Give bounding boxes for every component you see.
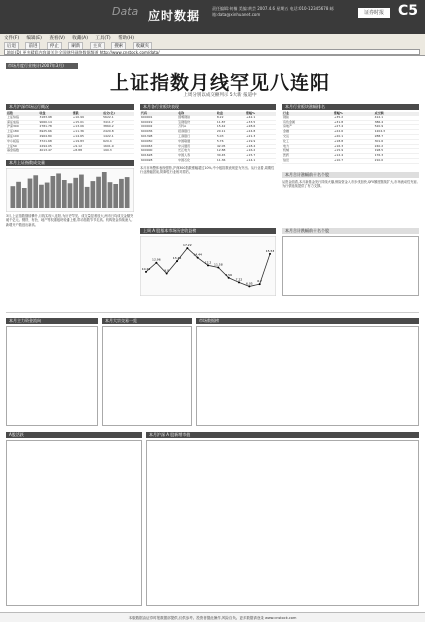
table-cell: +22.6	[333, 130, 374, 135]
table-cell: 42.05	[216, 144, 245, 149]
browser-chrome	[0, 34, 425, 56]
panel-line-chart-title: 上周 A 股基本市场历史收益榜	[140, 228, 276, 234]
table-cell: 医药	[282, 154, 333, 159]
table-row	[282, 158, 419, 163]
menu-bar	[4, 35, 140, 41]
menu-edit[interactable]: 编辑(E)	[26, 36, 42, 41]
big-table-box	[196, 326, 419, 426]
table-cell: 2294.05	[38, 144, 71, 149]
data-label: 17.22	[183, 243, 192, 248]
table-cell: 9060.14	[38, 120, 71, 125]
volume-bar	[62, 180, 67, 208]
table-cell: +16.2	[245, 149, 276, 154]
table-cell: 600019	[140, 120, 177, 125]
table-cell: +33.5	[245, 120, 276, 125]
table-cell: +15.7	[245, 154, 276, 159]
table-cell: 交运	[282, 134, 333, 139]
table-cell: 600036	[140, 130, 177, 135]
table-cell: 3411.7	[102, 120, 134, 125]
data-label: 6.7	[257, 279, 263, 284]
masthead-logo: 应时数据	[148, 9, 201, 23]
table-cell: +19.83	[72, 139, 102, 144]
table-cell: 412.1	[374, 116, 419, 120]
table-cell: 5.03	[216, 134, 245, 139]
table-cell: 600001	[140, 116, 177, 120]
table-cell: +24.8	[245, 130, 276, 135]
panel-top-down-title: 本月合计跌幅前十名个股	[282, 228, 419, 234]
table-cell: +16.3	[333, 144, 374, 149]
table-cell: 3183.98	[38, 116, 71, 120]
col-header: 成交(亿)	[102, 112, 134, 116]
page-number: C5	[398, 3, 419, 19]
table-cell: 620.4	[102, 139, 134, 144]
table-cell: +18.4	[245, 144, 276, 149]
data-label: 10.29	[141, 266, 151, 271]
table-cell: 基金指数	[6, 149, 38, 154]
menu-view[interactable]: 查看(V)	[49, 36, 65, 41]
table-cell: 20.11	[216, 130, 245, 135]
table-cell: 5.76	[216, 139, 245, 144]
table-cell: 深证成指	[6, 120, 38, 125]
browser-toolbar	[4, 42, 157, 49]
table-cell: 中国人寿	[177, 154, 216, 159]
table-cell: +31.8	[333, 120, 374, 125]
daily-volume-chart	[6, 168, 134, 212]
table-cell: 240.2	[374, 144, 419, 149]
table-cell: 288.7	[374, 134, 419, 139]
table-cell: 1204.3	[374, 130, 419, 135]
table-cell: 30.45	[216, 154, 245, 159]
col-header: 行业	[282, 112, 333, 116]
table-cell: 600028	[140, 158, 177, 163]
top-down-box	[282, 236, 419, 296]
data-label: 12.96	[152, 257, 161, 262]
table-cell: 210.0	[374, 158, 419, 163]
table-cell: 长江电力	[177, 149, 216, 154]
panel-mid-title: 本月大宗交易一览	[102, 318, 192, 324]
volume-bar	[125, 177, 130, 208]
panel-sh-vol-title: 本月上证指数成交量	[6, 160, 134, 166]
table-cell: +12.4	[333, 154, 374, 159]
table-cell: +10.7	[333, 158, 374, 163]
section-tag: 市场月度行业统计(2007年3月)	[6, 63, 78, 69]
col-header: 代码	[140, 112, 177, 116]
table-cell: +19.9	[245, 139, 276, 144]
index-line-chart	[140, 236, 276, 296]
table-cell: 600900	[140, 149, 177, 154]
article-text-1: 3月,上证指数继续攀升,月线实现八连阳,为历史罕见。成交量显著放大,两市日均成交金额突破千亿元。钢铁、有色、地产等权重板块轮番上涨,带动指数节节走高。机构资金持续流入,新增开户数创出新高。	[6, 214, 134, 227]
panel-bottom-left-title: A股活跃	[6, 432, 142, 438]
table-cell: +42.1	[245, 116, 276, 120]
stop-button[interactable]: 停止	[47, 42, 62, 50]
panel-fund-flow-title: 本月主力资金流向	[6, 318, 98, 324]
table-cell: 4013.47	[38, 149, 71, 154]
paper-name: 证券时报	[358, 8, 390, 18]
headline: 上证指数月线罕见八连阳	[110, 72, 331, 94]
menu-help[interactable]: 帮助(H)	[118, 36, 135, 41]
table-cell: 601628	[140, 154, 177, 159]
article-text-3: 从资金面看,本月新基金发行持续火爆,保险资金入市步伐加快,QFII额度继续扩大,市场流动性充裕,为行情延续提供了有力支撑。	[282, 180, 418, 189]
col-header: 成交额	[374, 112, 419, 116]
article-text-2: 本月市场整体表现强势,沪深300指数涨幅超过10%,中小板指数表现更为突出。从行业看,周期性行业涨幅居前,防御性行业相对滞后。	[140, 166, 275, 175]
table-cell: 2781.78	[38, 125, 71, 130]
mid-box	[102, 326, 192, 426]
data-label: 9.8	[164, 268, 170, 273]
table-cell: 1422.1	[102, 134, 134, 139]
table-cell: +8.88	[72, 149, 102, 154]
panel-sector-stats-title: 本月各行业板块表现	[140, 104, 276, 110]
menu-file[interactable]: 文件(F)	[4, 36, 20, 41]
data-point	[217, 266, 219, 268]
data-point	[176, 260, 178, 262]
volume-bar	[119, 179, 124, 208]
data-label: 14.44	[193, 252, 202, 257]
col-header: 涨幅%	[245, 112, 276, 116]
table-cell: 钢铁	[282, 116, 333, 120]
data-point	[166, 273, 168, 275]
table-cell: 中兴通讯	[177, 144, 216, 149]
table-cell: 600050	[140, 139, 177, 144]
col-header: 指数	[6, 112, 38, 116]
table-cell: 沪深300	[6, 125, 38, 130]
data-point	[207, 264, 209, 266]
table-cell: +20.1	[333, 134, 374, 139]
table-cell: 宝钢股份	[177, 120, 216, 125]
panel-sh-market-title: 本月沪深市场运行概况	[6, 104, 134, 110]
sh-market-table	[6, 112, 134, 154]
data-point	[186, 247, 188, 249]
table-cell: +14.1	[245, 158, 276, 163]
subhead: 上周分别以成交额列示 5大新 报道中	[183, 93, 257, 98]
table-cell: 000002	[140, 125, 177, 130]
table-cell: 有色金属	[282, 120, 333, 125]
volume-bar	[39, 185, 44, 208]
masthead-logo-sub: Data	[112, 5, 139, 18]
table-cell: 198.5	[374, 149, 419, 154]
table-cell: 15.42	[216, 125, 245, 130]
volume-bar	[73, 178, 78, 208]
table-cell: 301.6	[374, 139, 419, 144]
table-cell: 机械	[282, 149, 333, 154]
search-button[interactable]: 搜索	[111, 42, 126, 50]
table-cell: 386.4	[374, 120, 419, 125]
forward-button[interactable]: 前进	[25, 42, 40, 50]
volume-bar	[51, 176, 56, 208]
data-point	[248, 285, 250, 287]
data-label: 13.44	[172, 256, 182, 261]
table-cell: 2964.80	[38, 134, 71, 139]
refresh-button[interactable]: 刷新	[68, 42, 83, 50]
menu-favorites[interactable]: 收藏(A)	[72, 36, 88, 41]
data-point	[145, 271, 147, 273]
data-point	[197, 257, 199, 259]
col-header: 涨幅%	[333, 112, 374, 116]
table-cell: 190.3	[102, 149, 134, 154]
table-cell: 520.9	[374, 125, 419, 130]
table-cell: 房地产	[282, 125, 333, 130]
table-cell: 电力	[282, 144, 333, 149]
footer-note: 本版数据由证券时报数据部提供,仅供参考。投资者据此操作,风险自负。更多数据请登录 www.cnstock.com	[0, 612, 425, 622]
table-cell: 上证综指	[6, 116, 38, 120]
table-cell: 6925.66	[38, 130, 71, 135]
sector-rank-table	[282, 112, 419, 164]
volume-bar	[85, 187, 90, 208]
data-label: 12.2	[204, 260, 212, 265]
divider	[6, 312, 419, 313]
data-point	[259, 283, 261, 285]
table-cell: 3860.2	[102, 125, 134, 130]
table-row	[6, 149, 134, 154]
panel-bottom-right-title: 本月沪深 A 股新增市值	[146, 432, 419, 438]
table-cell: +35.2	[333, 116, 374, 120]
table-cell: +11.36	[72, 130, 102, 135]
panel-top-up-title: 本月合计涨幅前十名个股	[282, 172, 419, 178]
table-cell: 上证50	[6, 144, 38, 149]
data-label: 6.05	[245, 281, 253, 286]
bottom-left-box	[6, 440, 142, 606]
panel-sector-rank-title: 本月行业板块涨幅排名	[282, 104, 419, 110]
volume-bar	[102, 172, 107, 208]
volume-bar	[96, 177, 101, 208]
table-cell: 11.87	[216, 120, 245, 125]
bottom-right-box	[146, 440, 419, 606]
data-label: 8.56	[225, 272, 233, 277]
table-cell: +9.12	[72, 144, 102, 149]
table-cell: 5622.1	[102, 116, 134, 120]
col-header: 收盘	[38, 112, 71, 116]
home-button[interactable]: 主页	[90, 42, 105, 50]
table-cell: 2420.8	[102, 130, 134, 135]
table-cell: 金融	[282, 130, 333, 135]
table-cell: 3721.68	[38, 139, 71, 144]
volume-bar	[45, 183, 50, 208]
fund-flow-box	[6, 326, 98, 426]
table-cell: +13.06	[72, 125, 102, 130]
table-cell: 万科A	[177, 125, 216, 130]
col-header: 名称	[177, 112, 216, 116]
table-cell: +28.6	[245, 125, 276, 130]
volume-bar	[108, 182, 113, 208]
data-label: 15.53	[265, 248, 275, 253]
favorites-button[interactable]: 收藏夹	[133, 42, 153, 50]
table-cell: +14.65	[72, 134, 102, 139]
table-cell: +21.3	[245, 134, 276, 139]
table-cell: 8.22	[216, 116, 245, 120]
volume-bar	[113, 184, 118, 208]
table-cell: +10.99	[72, 116, 102, 120]
col-header: 收盘	[216, 112, 245, 116]
table-cell: 工商银行	[177, 134, 216, 139]
table-cell: 601398	[140, 134, 177, 139]
volume-bar	[16, 182, 21, 208]
volume-bar	[56, 173, 61, 208]
table-cell: 11.36	[216, 158, 245, 163]
col-header: 涨跌	[72, 112, 102, 116]
data-point	[269, 253, 271, 255]
masthead	[0, 0, 425, 34]
table-cell: +27.4	[333, 125, 374, 130]
volume-bar	[22, 188, 27, 208]
table-cell: 12.88	[216, 149, 245, 154]
masthead-meta: 责任编辑:何楠 美编:黄芸 2007.4.6 星期五 电话:010-12345678 邮箱:data@xinhuanet.com	[212, 6, 334, 17]
table-cell: 招商银行	[177, 130, 216, 135]
table-cell: 邯郸钢铁	[177, 116, 216, 120]
data-point	[238, 281, 240, 283]
volume-bar	[28, 179, 33, 208]
table-cell: 000063	[140, 144, 177, 149]
table-cell: +15.9	[333, 149, 374, 154]
table-row	[140, 158, 276, 163]
table-cell: 深证100	[6, 134, 38, 139]
data-label: 7.22	[235, 277, 243, 282]
menu-tools[interactable]: 工具(T)	[95, 36, 111, 41]
panel-big-table-title: 市场数据榜	[196, 318, 419, 324]
sector-table	[140, 112, 276, 164]
volume-bar	[11, 186, 16, 208]
table-cell: +18.8	[333, 139, 374, 144]
table-cell: 1601.9	[102, 144, 134, 149]
table-cell: 上证180	[6, 130, 38, 135]
back-button[interactable]: 后退	[4, 42, 19, 50]
address-bar[interactable]: 地址(D) 更多精彩内容请关注全国财经网络数据频道 http://www.cnstock.com/data/	[4, 49, 420, 55]
table-cell: 信息	[282, 158, 333, 163]
volume-bar	[33, 175, 38, 208]
table-cell: 176.3	[374, 154, 419, 159]
volume-bar	[79, 175, 84, 208]
table-cell: +15.01	[72, 120, 102, 125]
data-point	[228, 277, 230, 279]
data-label: 11.58	[214, 262, 223, 267]
table-cell: 中国石化	[177, 158, 216, 163]
volume-bar	[68, 183, 73, 208]
volume-bar	[91, 181, 96, 208]
data-point	[155, 262, 157, 264]
table-cell: 中国联通	[177, 139, 216, 144]
table-cell: 中小板指	[6, 139, 38, 144]
table-cell: 化工	[282, 139, 333, 144]
